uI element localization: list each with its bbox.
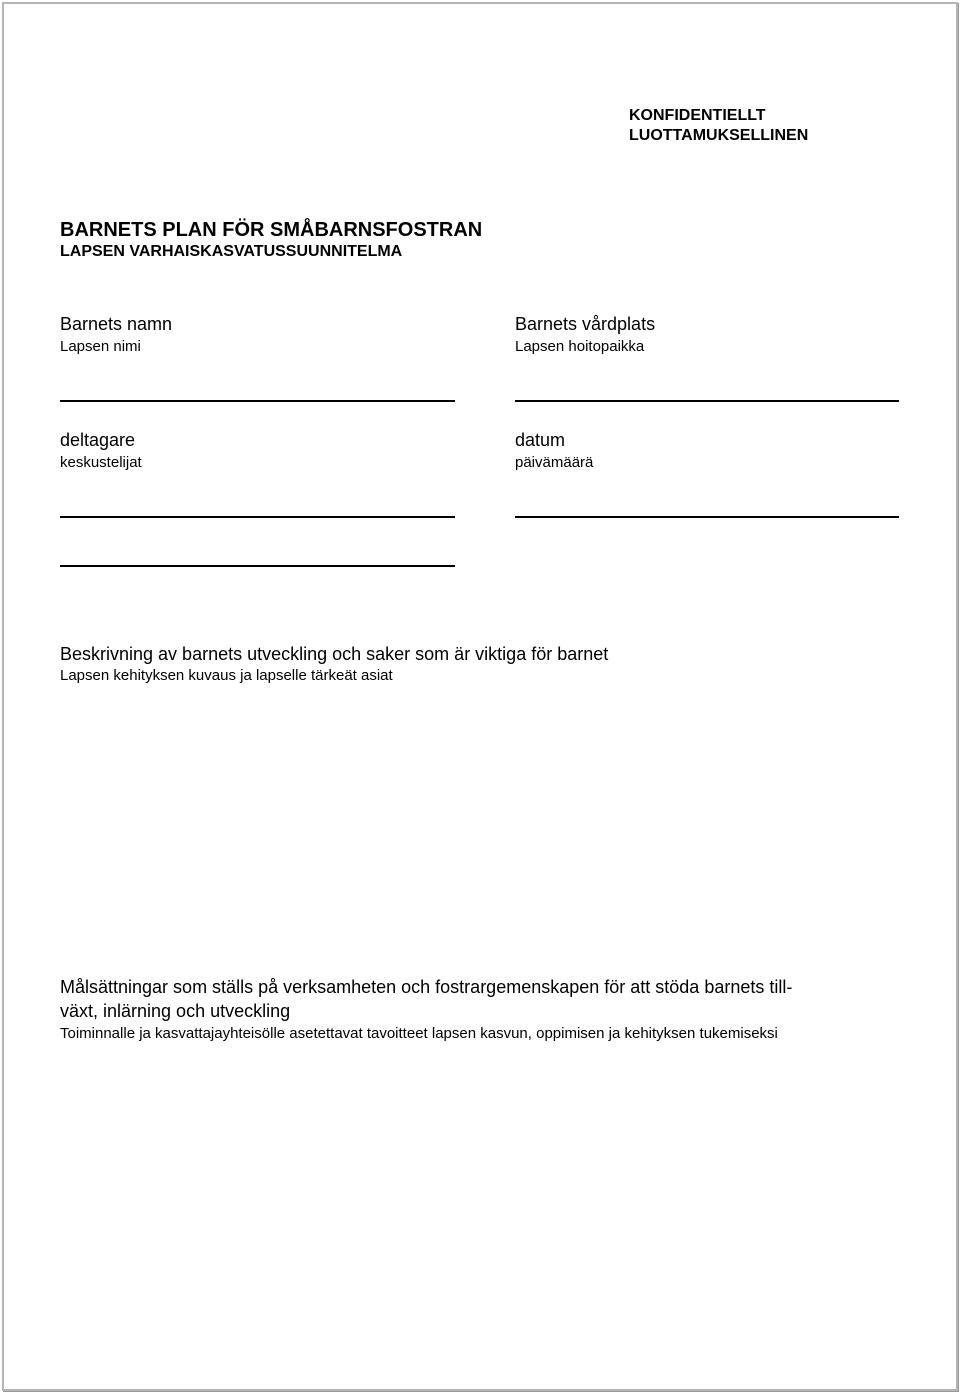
- child-name-label-sv: Barnets namn: [60, 314, 173, 334]
- confidential-label-fi: LUOTTAMUKSELLINEN: [629, 127, 809, 144]
- page-border: [2, 2, 958, 1391]
- date-label-fi: päivämäärä: [515, 454, 594, 471]
- document-subtitle: LAPSEN VARHAISKASVATUSSUUNNITELMA: [60, 243, 403, 260]
- child-name-label-fi: Lapsen nimi: [60, 338, 141, 355]
- date-input-line[interactable]: [515, 516, 899, 518]
- care-place-label-sv: Barnets vårdplats: [515, 314, 656, 334]
- development-heading-fi: Lapsen kehityksen kuvaus ja lapselle tärkeät asiat: [60, 667, 393, 684]
- care-place-label-fi: Lapsen hoitopaikka: [515, 338, 645, 355]
- goals-heading-sv-line1: Målsättningar som ställs på verksamheten och fostrargemenskapen för att stöda barnets till-: [60, 977, 793, 997]
- participants-label-fi: keskustelijat: [60, 454, 142, 471]
- development-heading-sv: Beskrivning av barnets utveckling och saker som är viktiga för barnet: [60, 644, 609, 664]
- date-label-sv: datum: [515, 430, 566, 450]
- participants-label-sv: deltagare: [60, 430, 136, 450]
- care-place-input-line[interactable]: [515, 400, 899, 402]
- confidential-label-sv: KONFIDENTIELLT: [629, 107, 766, 124]
- participants-input-line-1[interactable]: [60, 516, 455, 518]
- child-name-input-line[interactable]: [60, 400, 455, 402]
- document-title: BARNETS PLAN FÖR SMÅBARNSFOSTRAN: [60, 219, 483, 241]
- goals-heading-sv-line2: växt, inlärning och utveckling: [60, 1001, 291, 1021]
- participants-input-line-2[interactable]: [60, 565, 455, 567]
- goals-heading-fi: Toiminnalle ja kasvattajayhteisölle asetettavat tavoitteet lapsen kasvun, oppimisen ja kehityksen tukemiseksi: [60, 1025, 778, 1042]
